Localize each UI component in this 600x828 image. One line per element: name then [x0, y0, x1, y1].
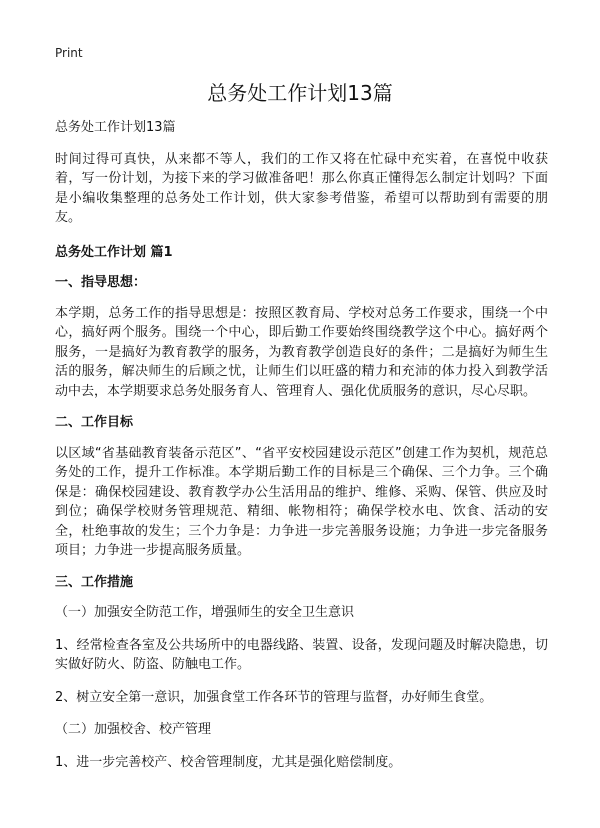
part-heading-measures: 三、工作措施	[55, 574, 134, 590]
subheading-safety: （一）加强安全防范工作，增强师生的安全卫生意识	[55, 605, 355, 620]
list-item: 1、经常检查各室及公共场所中的电器线路、装置、设备，发现问题及时解决隐患，切实做好防火、防盗、防触电工作。	[55, 637, 548, 672]
section-heading: 总务处工作计划 篇1	[55, 244, 173, 260]
list-item: 1、进一步完善校产、校舍管理制度，尤其是强化赔偿制度。	[55, 754, 402, 770]
document-subtitle: 总务处工作计划13篇	[55, 120, 176, 135]
intro-paragraph: 时间过得可真快，从来都不等人，我们的工作又将在忙碌中充实着，在喜悦中收获着，写一份计划，为接下来的学习做准备吧！那么你真正懂得怎么制定计划吗？下面是小编收集整理的总务处工作计划，供大家参考借鉴，希望可以帮助到有需要的朋友。	[55, 151, 548, 225]
part-heading-guiding: 一、指导思想：	[55, 275, 147, 290]
list-item: 2、树立安全第一意识，加强食堂工作各环节的管理与监督，办好师生食堂。	[55, 689, 493, 705]
page-title: 总务处工作计划13篇	[207, 81, 393, 105]
paragraph-goals: 以区域“省基础教育装备示范区”、“省平安校园建设示范区”创建工作为契机，规范总务处的工作，提升工作标准。本学期后勤工作的目标是三个确保、三个力争。三个确保是：确保校园建设、教育教学办公生活用品的维护、维修、采购、保管、供应及时到位；确保学校财务管理规范、精细、帐物相符；确保学校水电、饮食、活动的安全，杜绝事故的发生；三个力争是：力争进一步完善服务设施；力争进一步完备服务项目；力争进一步提高服务质量。	[55, 445, 548, 558]
subheading-campus: （二）加强校舍、校产管理	[55, 722, 212, 737]
part-heading-goals: 二、工作目标	[55, 415, 134, 430]
paragraph-guiding: 本学期，总务工作的指导思想是：按照区教育局、学校对总务工作要求，围绕一个中心，搞好两个服务。围绕一个中心，即后勤工作要始终围绕教学这个中心。搞好两个服务，一是搞好为教育教学的服务，为教育教学创造良好的条件；二是搞好为师生生活的服务，解决师生的后顾之忧，让师生们以旺盛的精力和充沛的体力投入到教学活动中去，本学期要求总务处服务育人、管理育人、强化优质服务的意识，尽心尽职。	[55, 305, 548, 399]
document-body	[55, 118, 548, 785]
print-link[interactable]: Print	[55, 46, 83, 60]
